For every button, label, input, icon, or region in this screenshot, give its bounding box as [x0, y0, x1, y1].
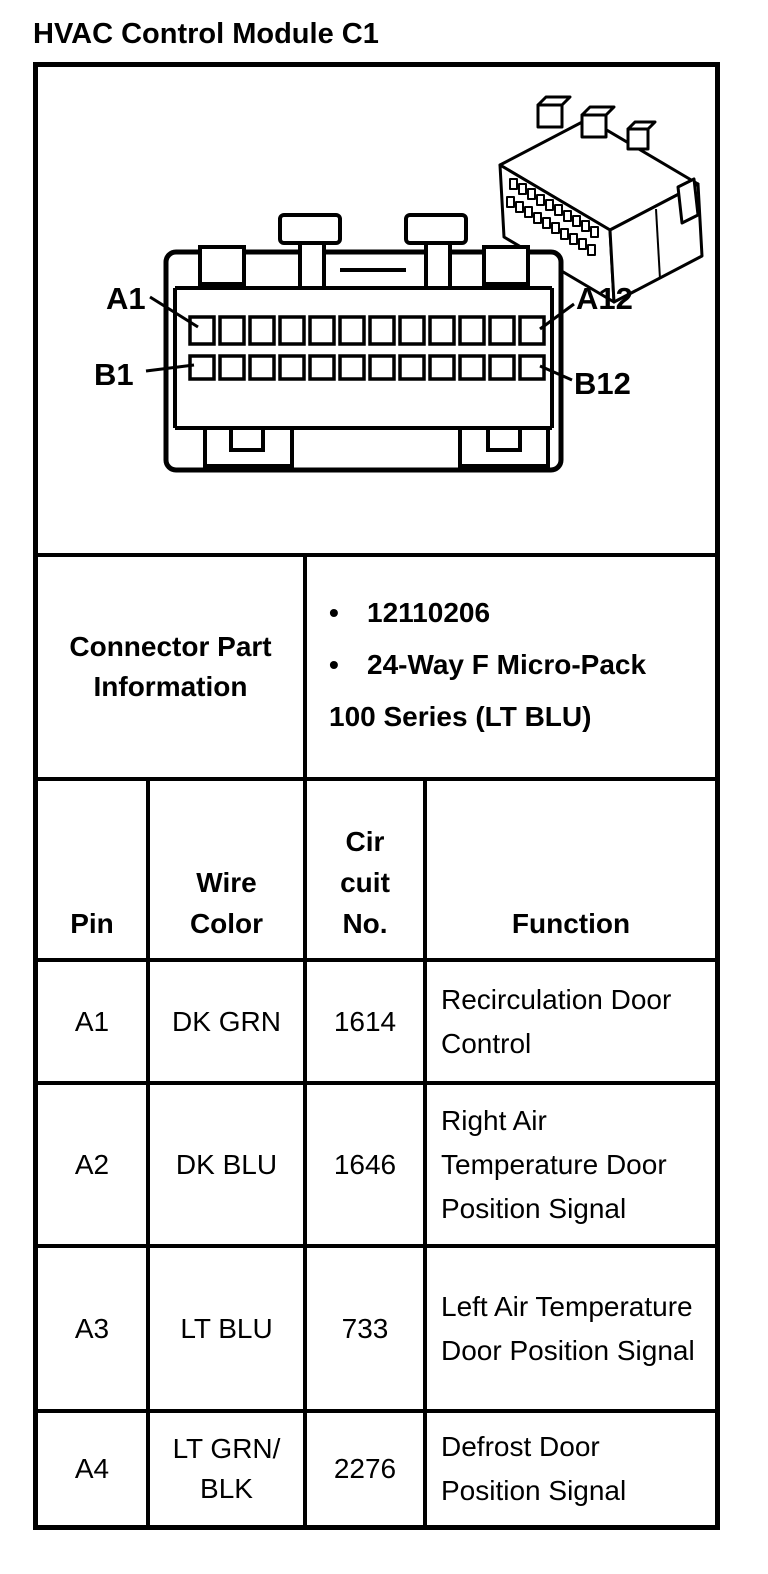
- row-a1-function: Recirculation Door Control: [427, 962, 715, 1081]
- header-circuit-no: Cir cuit No.: [307, 781, 423, 958]
- part-number: 12110206: [367, 597, 491, 628]
- part-number-item: [329, 587, 705, 639]
- row-a4-function: Defrost Door Position Signal: [427, 1413, 715, 1525]
- connector-diagram: [38, 67, 715, 553]
- row-a4-circuit: 2276: [307, 1413, 423, 1525]
- connector-type-continuation: 100 Series (LT BLU): [329, 701, 592, 732]
- connector-part-information-detail: [307, 557, 715, 777]
- row-a2-wire-color: DK BLU: [150, 1085, 303, 1244]
- header-function: Function: [427, 781, 715, 958]
- row-a2-circuit: 1646: [307, 1085, 423, 1244]
- header-pin: Pin: [38, 781, 146, 958]
- pin-label-b12: B12: [574, 366, 631, 401]
- row-a3-pin: A3: [38, 1248, 146, 1409]
- connector-part-information-label: Connector Part Information: [38, 557, 307, 777]
- connector-type: 24-Way F Micro-Pack: [367, 649, 647, 680]
- pin-label-a12: A12: [576, 281, 633, 316]
- row-a1-wire-color: DK GRN: [150, 962, 303, 1081]
- connector-diagram-cell: [38, 67, 715, 557]
- pin-label-b1: B1: [94, 357, 134, 392]
- header-wire-color: Wire Color: [150, 781, 303, 958]
- pin-label-a1: A1: [106, 281, 146, 316]
- page-title: HVAC Control Module C1: [33, 18, 379, 50]
- row-a4-pin: A4: [38, 1413, 146, 1525]
- row-a2-pin: A2: [38, 1085, 146, 1244]
- row-a1-pin: A1: [38, 962, 146, 1081]
- row-a3-wire-color: LT BLU: [150, 1248, 303, 1409]
- connector-type-item: [329, 639, 705, 691]
- connector-part-information-row: [38, 557, 715, 781]
- row-a2-function: Right Air Temperature Door Position Signal: [427, 1085, 715, 1244]
- bullet-icon: •: [329, 597, 339, 628]
- row-a1-circuit: 1614: [307, 962, 423, 1081]
- connector-info-panel: [33, 62, 720, 1530]
- row-a3-function: Left Air Temperature Door Position Signal: [427, 1248, 715, 1409]
- row-a3-circuit: 733: [307, 1248, 423, 1409]
- row-a4-wire-color: LT GRN/ BLK: [150, 1413, 303, 1525]
- bullet-icon: •: [329, 649, 339, 680]
- pin-table: [38, 781, 715, 1525]
